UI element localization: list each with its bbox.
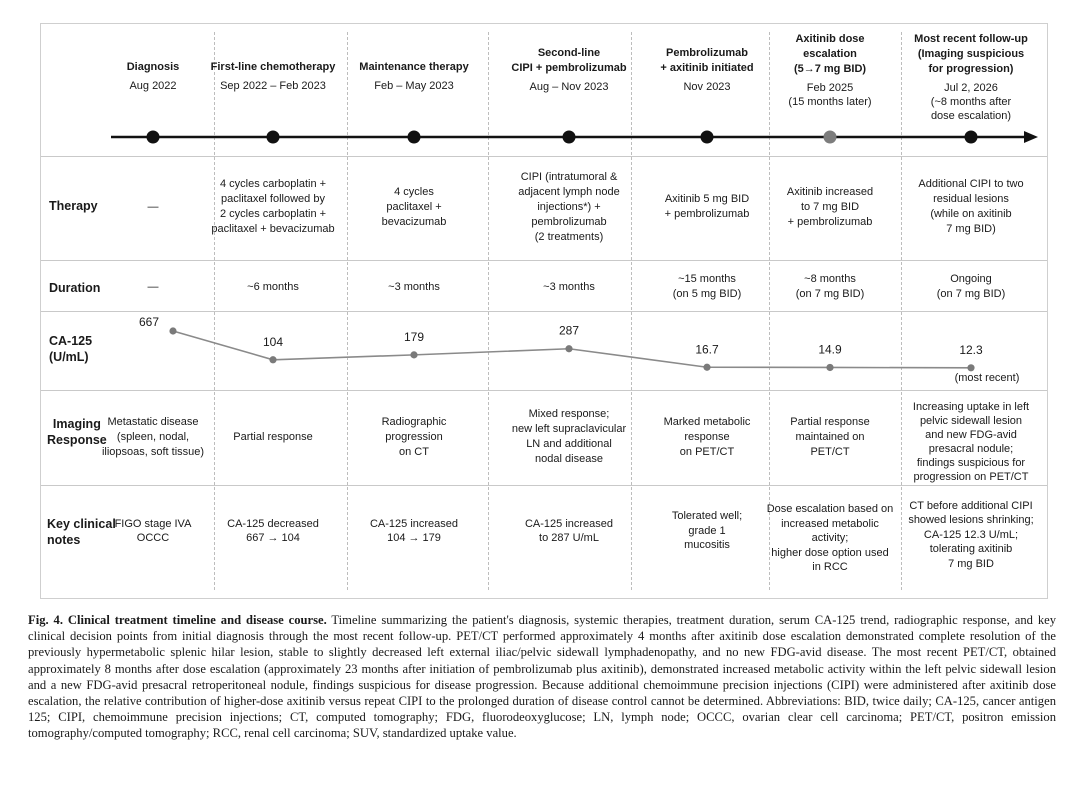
imaging-cell-line: PET/CT <box>810 445 850 458</box>
column-title-line: Diagnosis <box>126 61 180 73</box>
row-label-duration: Duration <box>49 281 101 295</box>
figure-caption <box>28 612 1056 742</box>
imaging-cell-line: new left supraclavicular <box>511 423 627 435</box>
ca125-point <box>967 364 974 371</box>
timeline-milestone-dot <box>267 131 280 144</box>
timeline-milestone-dot <box>147 131 160 144</box>
notes-cell-line: in RCC <box>812 561 848 573</box>
notes-cell-line: CA-125 12.3 U/mL; <box>923 528 1019 541</box>
therapy-cell-line: residual lesions <box>933 193 1009 205</box>
column-date-line: Feb 2025 <box>806 82 854 94</box>
ca125-point-label: 179 <box>403 329 425 344</box>
therapy-cell-line: injections*) + <box>537 200 601 213</box>
therapy-cell-line: paclitaxel + <box>386 200 442 213</box>
notes-cell-line: increased metabolic activity; <box>781 517 879 544</box>
duration-cell-line: — <box>147 280 159 293</box>
notes-cell-line: OCCC <box>136 532 170 544</box>
imaging-cell-line: iliopsoas, soft tissue) <box>101 445 205 458</box>
imaging-cell-line: on CT <box>399 445 429 458</box>
row-label-notes-line: Key clinical <box>47 517 116 531</box>
duration-cell-line: (on 7 mg BID) <box>795 288 865 300</box>
column-date-line: Feb – May 2023 <box>374 80 454 92</box>
imaging-cell-line: progression on PET/CT <box>913 471 1029 483</box>
column-date-line: dose escalation) <box>930 110 1012 122</box>
notes-cell-line: CA-125 increased <box>524 517 614 530</box>
therapy-cell-line: 4 cycles <box>394 185 434 198</box>
therapy-cell-line: Additional CIPI to two <box>918 178 1024 190</box>
therapy-cell-line: to 7 mg BID <box>800 200 860 213</box>
therapy-cell-line: pembrolizumab <box>531 215 607 228</box>
therapy-cell-line: (2 treatments) <box>534 230 604 243</box>
imaging-cell-line: Increasing uptake in left <box>912 401 1030 413</box>
column-title-line: Most recent follow-up <box>914 33 1028 45</box>
therapy-cell-line: + pembrolizumab <box>787 215 873 228</box>
therapy-cell-line: 7 mg BID) <box>946 223 996 235</box>
imaging-cell-line: Metastatic disease <box>107 415 199 428</box>
imaging-cell-line: and new FDG-avid <box>925 429 1017 441</box>
imaging-cell-line: presacral nodule; <box>928 443 1014 455</box>
notes-cell-line: grade 1 <box>688 524 726 537</box>
notes-cell-line: higher dose option used <box>771 546 889 559</box>
ca125-point-label: 104 <box>262 334 284 349</box>
timeline-milestone-dot <box>965 131 978 144</box>
therapy-cell-line: paclitaxel followed by <box>221 193 325 205</box>
column-title-line: for progression) <box>928 63 1014 75</box>
notes-cell-line: 104 → 179 <box>387 532 441 544</box>
notes-cell-line: CT before additional CIPI <box>909 499 1033 512</box>
notes-cell-line: showed lesions shrinking; <box>908 514 1034 527</box>
timeline-milestone-dot <box>701 131 714 144</box>
timeline-figure <box>40 23 1048 599</box>
therapy-cell-line: Axitinib increased <box>786 185 874 198</box>
ca125-annotation: (most recent) <box>954 371 1020 384</box>
timeline-milestone-dot <box>824 131 837 144</box>
caption-label: Fig. 4. Clinical treatment timeline and disease course. <box>28 613 327 627</box>
imaging-cell-line: Radiographic <box>381 415 447 428</box>
duration-cell-line: ~3 months <box>388 280 440 293</box>
duration-cell-line: ~8 months <box>804 273 856 285</box>
imaging-cell-line: Mixed response; <box>528 408 610 420</box>
ca125-point-label: 667 <box>138 315 160 329</box>
ca125-point-label: 287 <box>558 323 580 338</box>
duration-cell-line: ~6 months <box>247 280 299 293</box>
therapy-cell-line: 4 cycles carboplatin + <box>219 178 327 190</box>
column-title-line: Pembrolizumab <box>666 47 748 59</box>
ca125-point-label: 12.3 <box>959 342 983 357</box>
timeline-and-ca125-chart <box>41 24 1047 598</box>
duration-cell-line: (on 7 mg BID) <box>936 288 1006 300</box>
row-label-notes-line: notes <box>47 533 81 547</box>
column-date-line: Aug 2022 <box>129 80 177 92</box>
column-title-line: (5→7 mg BID) <box>793 63 867 75</box>
row-label-imaging-line: Imaging <box>52 417 101 431</box>
column-title-line: escalation <box>803 48 857 60</box>
therapy-cell-line: Axitinib 5 mg BID <box>664 193 750 205</box>
ca125-point <box>269 356 276 363</box>
column-title-line: CIPI + pembrolizumab <box>511 62 627 74</box>
column-date-line: (15 months later) <box>788 96 872 108</box>
therapy-cell-line: paclitaxel + bevacizumab <box>211 223 335 235</box>
notes-cell-line: tolerating axitinib <box>929 543 1013 556</box>
row-label-ca125-line: (U/mL) <box>49 350 89 364</box>
therapy-cell-line: adjacent lymph node <box>518 185 620 198</box>
imaging-cell-line: Partial response <box>790 415 870 428</box>
duration-cell-line: Ongoing <box>950 273 992 285</box>
therapy-cell-line: 2 cycles carboplatin + <box>219 208 327 220</box>
duration-cell-line: ~15 months <box>678 273 736 285</box>
imaging-cell-line: LN and additional <box>526 438 612 450</box>
ca125-point <box>826 364 833 371</box>
column-title-line: Maintenance therapy <box>359 61 469 73</box>
ca125-point-label: 16.7 <box>695 342 719 357</box>
notes-cell-line: 7 mg BID <box>948 557 994 570</box>
notes-cell-line: mucositis <box>684 539 730 552</box>
timeline-arrowhead <box>1024 131 1038 143</box>
notes-cell-line: Tolerated well; <box>671 510 743 523</box>
column-date-line: Nov 2023 <box>683 81 731 93</box>
imaging-cell-line: response <box>684 430 730 443</box>
duration-cell-line: (on 5 mg BID) <box>672 288 742 300</box>
imaging-cell-line: nodal disease <box>535 453 603 465</box>
imaging-cell-line: findings suspicious for <box>916 457 1026 469</box>
imaging-cell-line: on PET/CT <box>679 445 735 458</box>
imaging-cell-line: maintained on <box>795 430 865 443</box>
notes-cell-line: CA-125 decreased <box>227 517 319 530</box>
notes-cell-line: Dose escalation based on <box>766 503 894 515</box>
imaging-cell-line: pelvic sidewall lesion <box>919 415 1023 427</box>
column-date-line: (~8 months after <box>930 96 1012 108</box>
notes-cell-line: CA-125 increased <box>369 517 459 530</box>
therapy-cell-line: — <box>147 200 159 213</box>
column-title-line: (Imaging suspicious <box>917 48 1025 60</box>
imaging-cell-line: Partial response <box>233 430 313 443</box>
therapy-cell-line: + pembrolizumab <box>664 208 750 220</box>
timeline-milestone-dot <box>408 131 421 144</box>
notes-cell-line: to 287 U/mL <box>539 532 599 544</box>
therapy-cell-line: (while on axitinib <box>930 208 1012 220</box>
ca125-point <box>703 364 710 371</box>
notes-cell-line: FIGO stage IVA <box>114 517 192 530</box>
therapy-cell-line: CIPI (intratumoral & <box>520 170 618 183</box>
imaging-cell-line: Marked metabolic <box>663 415 751 428</box>
row-label-therapy: Therapy <box>49 199 98 213</box>
column-title-line: Axitinib dose <box>795 33 865 45</box>
row-label-imaging-line: Response <box>47 433 107 447</box>
ca125-point <box>565 345 572 352</box>
column-date-line: Aug – Nov 2023 <box>529 81 609 93</box>
duration-cell-line: ~3 months <box>543 280 595 293</box>
column-title-line: Second-line <box>537 47 601 59</box>
timeline-milestone-dot <box>563 131 576 144</box>
ca125-point <box>410 351 417 358</box>
ca125-point-label: 14.9 <box>818 342 842 357</box>
notes-cell-line: 667 → 104 <box>246 532 300 544</box>
imaging-cell-line: progression <box>385 430 443 443</box>
column-title-line: + axitinib initiated <box>660 62 754 74</box>
column-date-line: Jul 2, 2026 <box>944 82 998 94</box>
therapy-cell-line: bevacizumab <box>381 215 447 228</box>
ca125-point <box>169 327 176 334</box>
row-label-ca125-line: CA-125 <box>49 334 93 348</box>
column-date-line: Sep 2022 – Feb 2023 <box>220 80 326 92</box>
imaging-cell-line: (spleen, nodal, <box>116 430 190 443</box>
column-title-line: First-line chemotherapy <box>210 61 336 73</box>
caption-text: Timeline summarizing the patient's diagnosis, systemic therapies, treatment duration, serum CA-125 trend, radiographic response, and key clinical decision points from initial diagnosis through the most recent follow-up. PET/CT performed approximately 4 months after axitinib dose escalation demonstrated complete resolution of the previously hypermetabolic splenic hilar lesion, stable to slightly decreased left external iliac/pelvic sidewall lymphadenopathy, and no new FDG-avid disease. The most recent PET/CT, obtained approximately 8 months after dose escalation (approximately 23 months after initiation of pembrolizumab plus axitinib), demonstrated increased metabolic activity within the left pelvic sidewall lesion and a new FDG-avid presacral retroperitoneal nodule, findings suspicious for disease progression. Because additional chemoimmune precision injections (CIPI) were administered after axitinib dose escalation, the relative contribution of higher-dose axitinib versus repeat CIPI to the prolonged duration of disease control cannot be determined. Abbreviations: BID, twice daily; CA-125, cancer antigen 125; CIPI, chemoimmune precision injections; CT, computed tomography; FDG, fluorodeoxyglucose; LN, lymph node; OCCC, ovarian clear cell carcinoma; PET/CT, positron emission tomography/computed tomography; RCC, renal cell carcinoma; SUV, standardized uptake value. <box>28 613 1056 741</box>
